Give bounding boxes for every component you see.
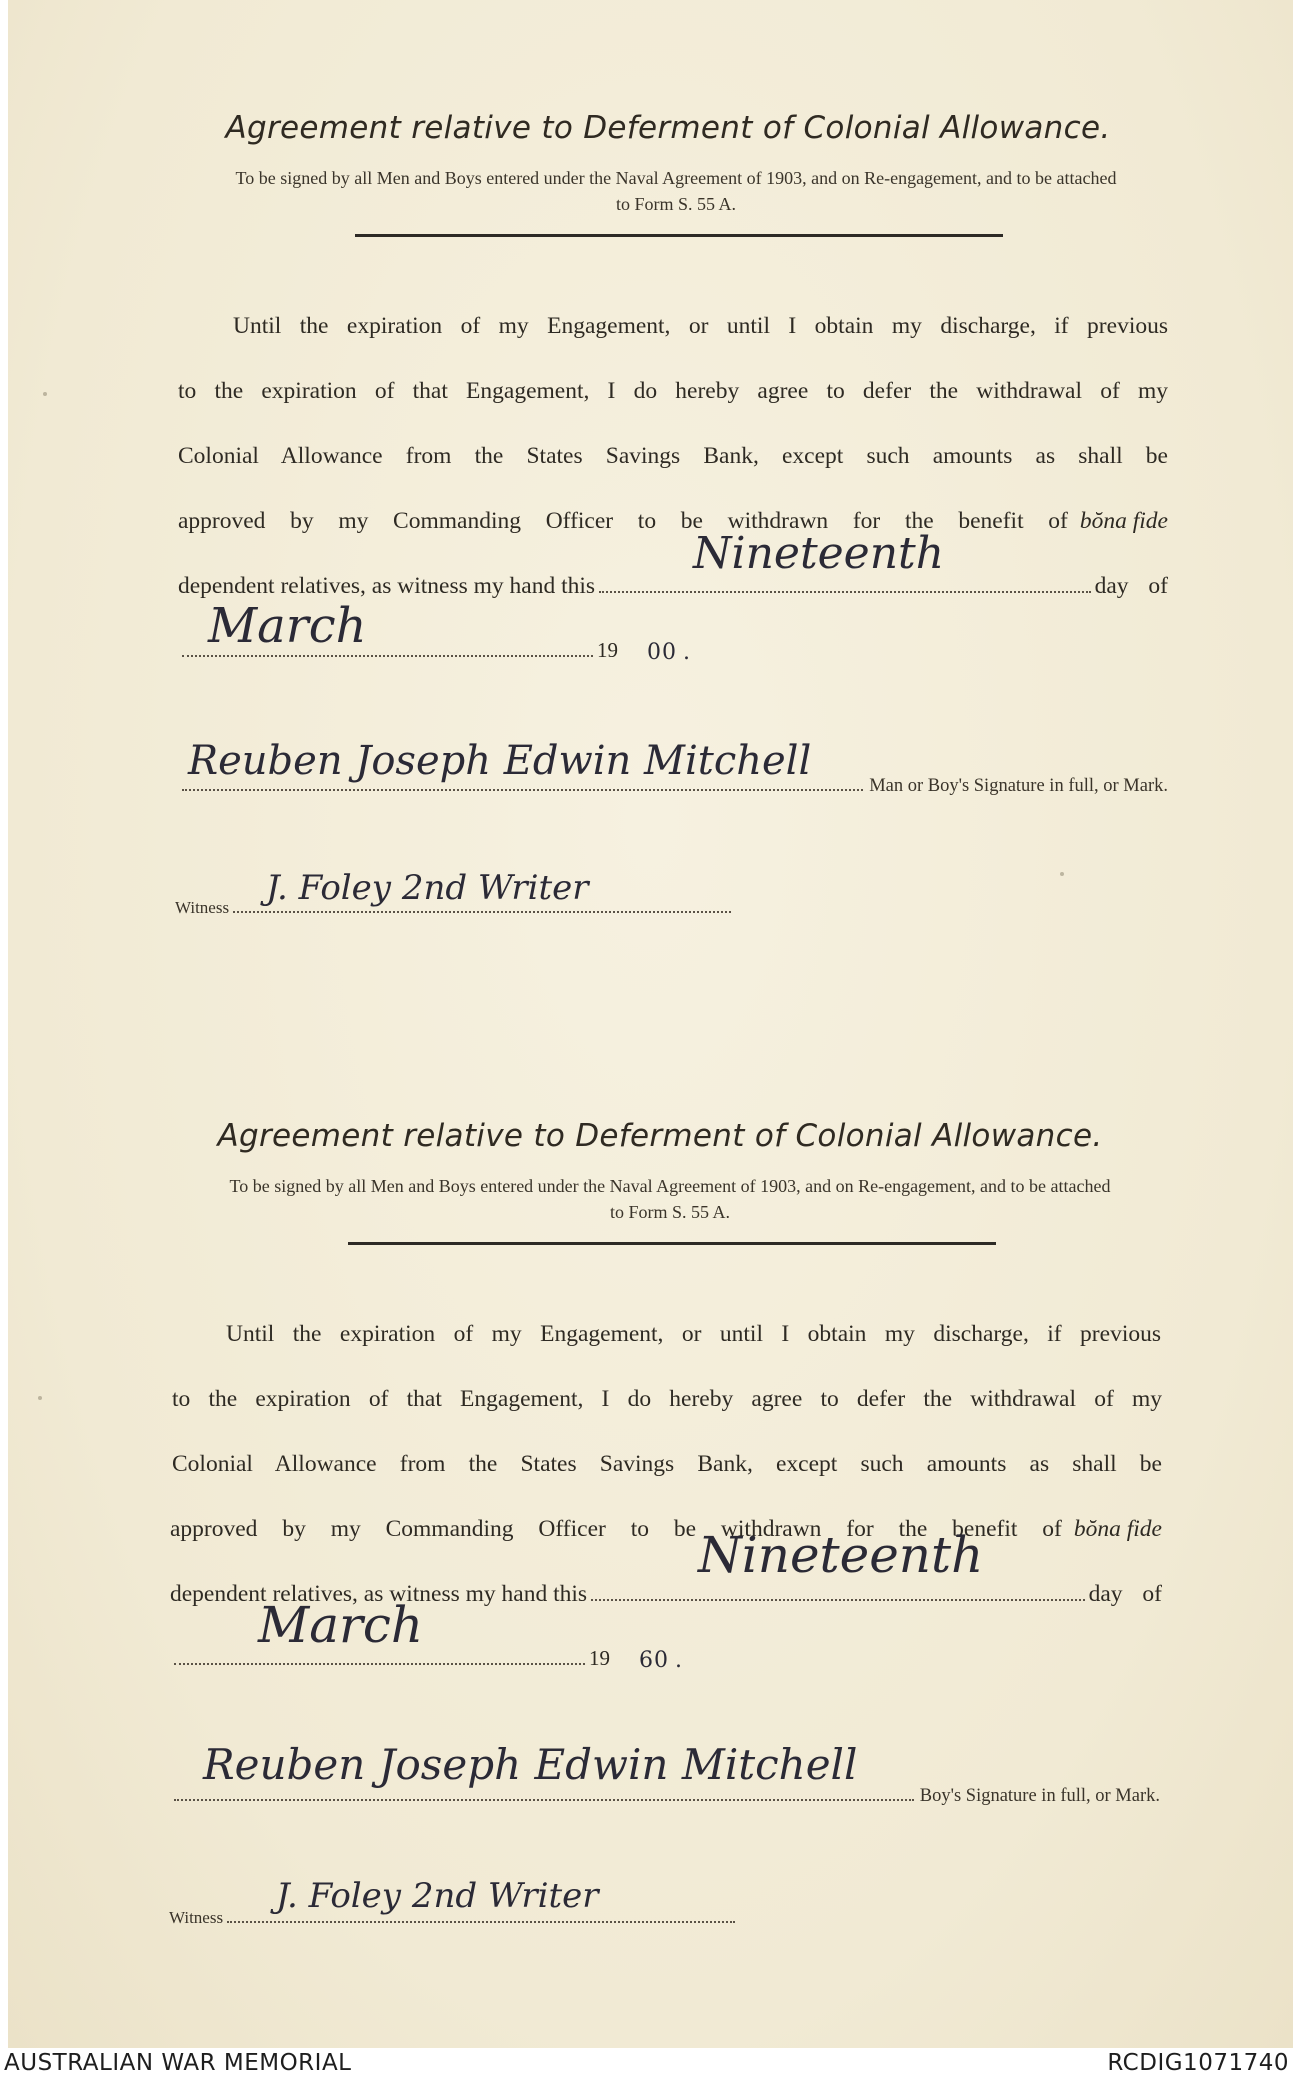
paragraph-line-3 (178, 443, 1168, 470)
bona-fide-text: bŏna fide (1079, 508, 1168, 534)
handwritten-month: March (208, 598, 367, 654)
paragraph-line-1 (233, 313, 1168, 340)
agreement-heading: Agreement relative to Deferment of Colonial Allowance. (225, 110, 1111, 146)
document-page (8, 0, 1293, 2048)
paragraph-line-1 (226, 1321, 1161, 1348)
paragraph-line-2 (172, 1386, 1162, 1413)
instruction-line-2: to Form S. 55 A. (609, 1202, 731, 1222)
witness-label: Witness (175, 898, 230, 917)
signature-caption: Man or Boy's Signature in full, or Mark. (869, 776, 1168, 796)
witness-hand-text: dependent relatives, as witness my hand this (178, 573, 596, 599)
agreement-section-1 (8, 0, 1293, 1000)
handwritten-day: Nineteenth (693, 528, 945, 579)
month-fill-line (182, 655, 593, 657)
instruction-line-2: to Form S. 55 A. (615, 194, 737, 214)
day-fill-line (591, 1599, 1085, 1601)
paragraph-text: approved by my Commanding Officer to be withdrawn for the benefit of (170, 1516, 1062, 1542)
signature-fill-line (174, 1799, 914, 1801)
bona-fide-text: bŏna fide (1073, 1516, 1162, 1542)
year-suffix: 0 . (662, 640, 690, 665)
paper-speck (1060, 872, 1064, 876)
paragraph-line-4 (178, 508, 1168, 535)
paragraph-line-4 (170, 1516, 1162, 1543)
signature-row (170, 1786, 1160, 1807)
year-printed: 19 (597, 638, 618, 662)
agreement-section-2 (8, 1008, 1293, 2008)
month-fill-line (174, 1663, 585, 1665)
witness-signature: J. Foley 2nd Writer (276, 1876, 599, 1916)
day-of-text: day of (1088, 1581, 1162, 1607)
instruction-line-1: To be signed by all Men and Boys entered under the Naval Agreement of 1903, and on Re-engagement, and to be attached (229, 1176, 1111, 1196)
paper-speck (38, 1396, 42, 1400)
witness-label: Witness (169, 1908, 224, 1927)
archive-id: RCDIG1071740 (1107, 2050, 1289, 2076)
handwritten-year-digit: 0 (647, 640, 661, 665)
paragraph-line-2 (178, 378, 1168, 405)
heading-rule (348, 1242, 996, 1245)
paper-speck (43, 392, 47, 396)
handwritten-signature: Reuben Joseph Edwin Mitchell (203, 1740, 858, 1789)
paragraph-text: Until the expiration of my Engagement, or until I obtain my discharge, if previous (233, 313, 1168, 339)
witness-fill-line (233, 911, 731, 913)
paragraph-line-3 (172, 1451, 1162, 1478)
year-printed: 19 (589, 1646, 610, 1670)
paragraph-text: to the expiration of that Engagement, I do hereby agree to defer the withdrawal of my (172, 1386, 1162, 1412)
day-of-text: day of (1094, 573, 1168, 599)
handwritten-year-digit: 6 (639, 1648, 653, 1673)
paragraph-text: Colonial Allowance from the States Savings Bank, except such amounts as shall be (178, 443, 1168, 469)
witness-signature: J. Foley 2nd Writer (266, 868, 589, 908)
witness-fill-line (227, 1921, 735, 1923)
witness-hand-text: dependent relatives, as witness my hand this (170, 1581, 588, 1607)
paragraph-text: approved by my Commanding Officer to be withdrawn for the benefit of (178, 508, 1068, 534)
date-day-row (178, 573, 1168, 600)
paragraph-text: to the expiration of that Engagement, I do hereby agree to defer the withdrawal of my (178, 378, 1168, 404)
year-suffix: 0 . (654, 1648, 682, 1673)
paragraph-text: Colonial Allowance from the States Savings Bank, except such amounts as shall be (172, 1451, 1162, 1477)
handwritten-month: March (258, 1596, 424, 1654)
handwritten-day: Nineteenth (698, 1526, 984, 1584)
instruction-line-1: To be signed by all Men and Boys entered under the Naval Agreement of 1903, and on Re-engagement, and to be attached (235, 168, 1117, 188)
paragraph-text: Until the expiration of my Engagement, or until I obtain my discharge, if previous (226, 1321, 1161, 1347)
archive-credit: AUSTRALIAN WAR MEMORIAL (4, 2050, 352, 2076)
handwritten-signature: Reuben Joseph Edwin Mitchell (188, 738, 812, 784)
day-fill-line (599, 591, 1091, 593)
heading-rule (355, 234, 1003, 237)
signature-fill-line (182, 789, 863, 791)
signature-caption: Boy's Signature in full, or Mark. (919, 1786, 1160, 1806)
agreement-heading: Agreement relative to Deferment of Colonial Allowance. (217, 1118, 1103, 1154)
